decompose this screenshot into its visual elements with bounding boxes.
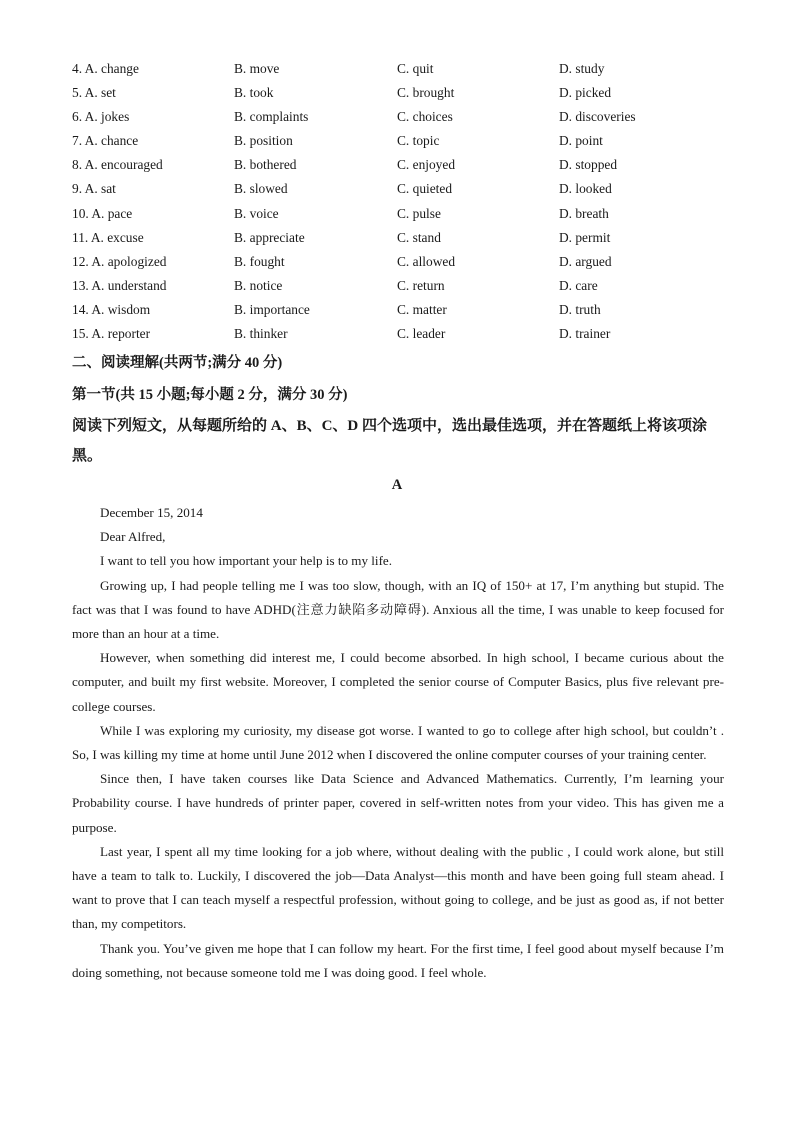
paragraph: Growing up, I had people telling me I was too slow, though, with an IQ of 150+ at 17, I’m anything but stupid. The fact was that I was found to have ADHD(注意力缺陷多动障碍). Anxious all the time, I was unable to keep focused for more than an hour at a time. [72,577,724,642]
option-row [72,326,732,350]
option-c: C. enjoyed [397,157,456,173]
option-c: C. pulse [397,205,441,221]
option-b: B. move [234,61,280,76]
option-b: B. slowed [234,181,288,197]
option-c: C. matter [397,301,447,317]
option-d: D. picked [559,85,612,101]
option-a: 12. A. apologized [72,253,167,269]
option-b: B. appreciate [234,229,305,245]
option-row [72,157,732,181]
section-part-title: 第一节(共 15 小题;每小题 2 分，满分 30 分) [72,387,348,403]
paragraph: I want to tell you how important your help is to my life. [100,553,393,569]
paragraph: Thank you. You’ve given me hope that I can follow my heart. For the first time, I feel good about myself because I’m doing something, not because someone told me I was doing good. I feel whole. [72,940,724,980]
paragraph: Last year, I spent all my time looking for a job where, without dealing with the public , I could work alone, but still have a team to talk to. Luckily, I discovered the job—Data Analyst—this month and have been going full steam ahead. I want to prove that I can teach myself a respectful profession, without going to college, and be just as good as, if not better than, my competitors. [72,843,724,932]
passage-label: A [391,477,403,493]
option-d: D. study [559,61,605,76]
option-b: B. bothered [234,157,297,173]
option-d: D. permit [559,229,611,245]
option-row [72,230,732,254]
option-c: C. allowed [397,253,456,269]
option-c: C. choices [397,109,453,125]
option-b: B. complaints [234,109,309,125]
option-row [72,206,732,230]
option-row [72,133,732,157]
option-row [72,302,732,326]
option-a: 6. A. jokes [72,109,130,125]
option-c: C. quit [397,61,434,76]
option-a: 5. A. set [72,85,116,101]
option-a: 4. A. change [72,61,139,76]
option-b: B. notice [234,277,283,293]
option-a: 7. A. chance [72,133,139,149]
option-a: 15. A. reporter [72,326,151,342]
paragraph: While I was exploring my curiosity, my disease got worse. I wanted to go to college after high school, but couldn’t . So, I was killing my time at home until June 2012 when I discovered the online computer courses of your training center. [72,722,724,763]
option-d: D. discoveries [559,109,636,125]
option-a: 13. A. understand [72,277,167,293]
options-table [72,61,732,350]
option-d: D. point [559,133,603,149]
option-d: D. trainer [559,326,611,342]
letter-date: December 15, 2014 [100,505,203,520]
option-c: C. leader [397,326,446,342]
paragraph: Since then, I have taken courses like Data Science and Advanced Mathematics. Currently, I’m learning your Probability course. I have hundreds of printer paper, covered in self-written notes from your video. This has given me a purpose. [72,771,724,835]
option-row [72,181,732,205]
option-c: C. brought [397,85,455,101]
option-d: D. looked [559,181,612,197]
option-c: C. return [397,277,445,293]
option-row [72,278,732,302]
option-c: C. topic [397,133,440,149]
option-c: C. stand [397,229,441,245]
option-row [72,61,732,85]
option-d: D. care [559,277,598,293]
option-b: B. position [234,133,293,149]
option-b: B. fought [234,253,285,269]
option-row [72,85,732,109]
option-a: 10. A. pace [72,205,133,221]
option-c: C. quieted [397,181,453,197]
paragraph: However, when something did interest me, I could become absorbed. In high school, I became curious about the computer, and built my first website. Moreover, I completed the senior course of Computer Basics, plus five relevant pre-college courses. [72,650,724,714]
letter-greeting: Dear Alfred, [100,529,166,545]
option-a: 8. A. encouraged [72,157,163,173]
option-b: B. thinker [234,326,288,342]
option-d: D. argued [559,253,612,269]
option-b: B. took [234,85,274,101]
option-a: 14. A. wisdom [72,301,151,317]
option-d: D. truth [559,301,601,317]
option-d: D. breath [559,205,609,221]
option-a: 9. A. sat [72,181,116,197]
letter-passage [72,501,724,985]
option-b: B. voice [234,205,279,221]
option-a: 11. A. excuse [72,229,144,245]
option-b: B. importance [234,301,310,317]
option-d: D. stopped [559,157,618,173]
section-title: 二、阅读理解(共两节;满分 40 分) [72,355,283,371]
option-row [72,254,732,278]
section-instruction: 阅读下列短文，从每题所给的 A、B、C、D 四个选项中，选出最佳选项，并在答题纸上将该项涂黑。 [72,418,708,464]
option-row [72,109,732,133]
